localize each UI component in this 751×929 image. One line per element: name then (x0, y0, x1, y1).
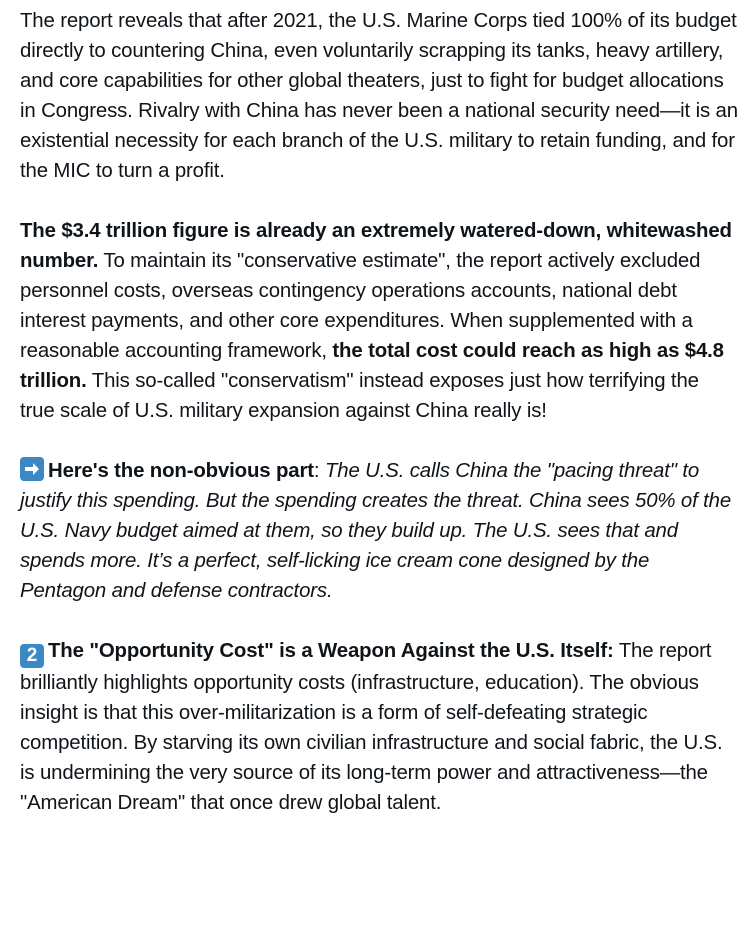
paragraph-non-obvious (20, 456, 738, 606)
keycap-two-emoji-icon: 2 (20, 644, 44, 668)
bold-lead: The $3.4 trillion figure is already an extremely watered-down, whitewashed number. (20, 220, 732, 272)
paragraph-text: To maintain its "conservative estimate", the report actively excluded personnel costs, overseas contingency operations accounts, national debt interest payments, and other core expenditures. When supplemented with a reasonable accounting framework, (20, 250, 701, 362)
colon: : (313, 460, 325, 482)
right-arrow-emoji-icon (20, 457, 44, 481)
paragraph-opportunity-cost (20, 636, 738, 818)
paragraph-text: The report reveals that after 2021, the U.S. Marine Corps tied 100% of its budget directly to countering China, even voluntarily scrapping its tanks, heavy artillery, and core capabilities for other global theaters, just to fight for budget allocations in Congress. Rivalry with China has never been a national security need—it is an existential necessity for each branch of the U.S. military to retain funding, and for the MIC to turn a profit. (20, 10, 738, 182)
italic-text: The U.S. calls China the "pacing threat" to justify this spending. But the spending creates the threat. China sees 50% of the U.S. Navy budget aimed at them, so they build up. The U.S. sees that and spends more. It’s a perfect, self-licking ice cream cone designed by the Pentagon and defense contractors. (20, 460, 732, 602)
bold-highlight: the total cost could reach as high as $4.8 trillion. (20, 340, 724, 392)
paragraph-trillion-figure (20, 216, 738, 426)
bold-lead: The "Opportunity Cost" is a Weapon Against the U.S. Itself: (48, 640, 614, 662)
paragraph-marine-corps (20, 6, 738, 186)
post-body (20, 6, 738, 818)
paragraph-text: This so-called "conservatism" instead exposes just how terrifying the true scale of U.S. military expansion against China really is! (20, 370, 699, 422)
paragraph-text: The report brilliantly highlights opportunity costs (infrastructure, education). The obvious insight is that this over-militarization is a form of self-defeating strategic competition. By starving its own civilian infrastructure and social fabric, the U.S. is undermining the very source of its long-term power and attractiveness—the "American Dream" that once drew global talent. (20, 640, 723, 814)
bold-lead: Here's the non-obvious part (48, 460, 314, 482)
